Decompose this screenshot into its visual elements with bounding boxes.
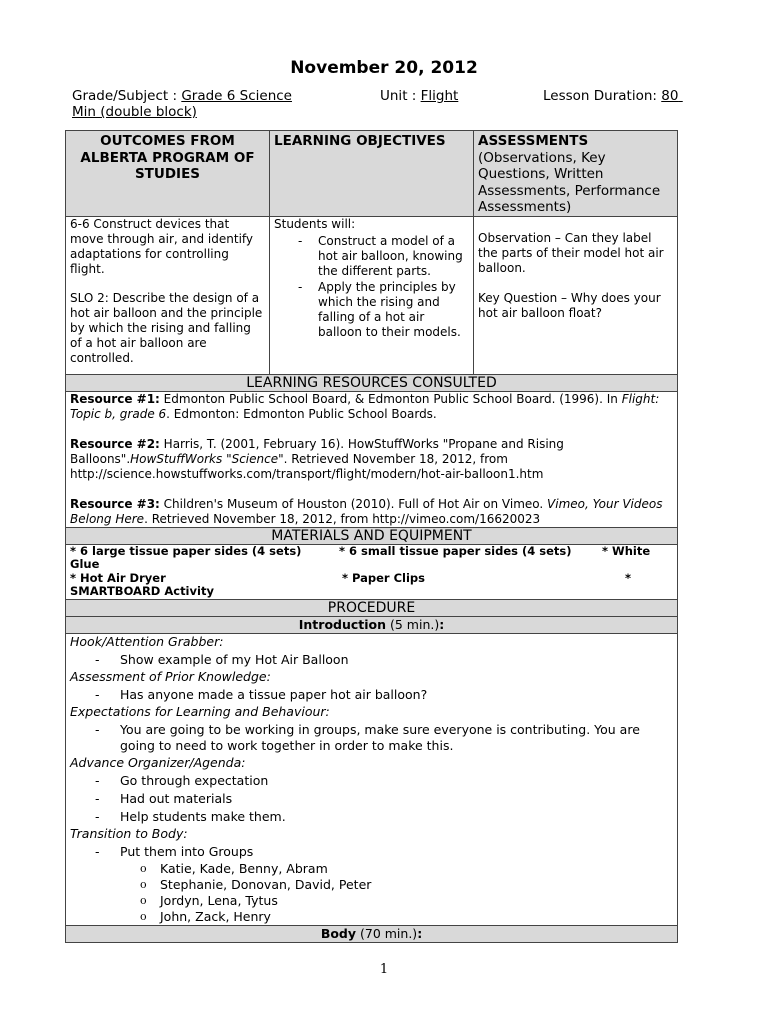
assessments-subtitle: (Observations, Key Questions, Written Assessments, Performance Assessments) (478, 149, 661, 215)
procedure-heading: PROCEDURE (66, 599, 678, 616)
assessments-header (474, 131, 678, 217)
material-1: * 6 large tissue paper sides (4 sets) (70, 543, 302, 558)
resources-heading: LEARNING RESOURCES CONSULTED (66, 374, 678, 391)
duration-value: 80 (661, 88, 679, 104)
outcome-2: SLO 2: Describe the design of a hot air balloon and the principle by which the rising and falling of a hot air balloon are controlled. (70, 290, 263, 365)
unit-value: Flight (420, 88, 459, 104)
agenda-item: - Had out materials (70, 791, 673, 807)
resources-cell (66, 391, 678, 527)
assessments-title: ASSESSMENTS (478, 133, 589, 149)
materials-cell (66, 544, 678, 599)
material-6: * (625, 570, 632, 585)
outcomes-cell (66, 216, 270, 374)
advance-organizer-label: Advance Organizer/Agenda: (70, 754, 246, 770)
resource-2-label: Resource #2: (70, 436, 160, 451)
body-heading: Body (70 min.): (66, 925, 678, 942)
agenda-item: - Go through expectation (70, 773, 673, 789)
objectives-cell (270, 216, 474, 374)
group-item: o John, Zack, Henry (70, 909, 673, 925)
prior-knowledge-item: - Has anyone made a tissue paper hot air balloon? (70, 687, 673, 703)
materials-heading: MATERIALS AND EQUIPMENT (66, 527, 678, 544)
assessment-1: Observation – Can they label the parts of their model hot air balloon. (478, 230, 664, 275)
objectives-header: LEARNING OBJECTIVES (270, 131, 474, 217)
group-item: o Katie, Kade, Benny, Abram (70, 861, 673, 877)
expectations-item: - You are going to be working in groups, make sure everyone is contributing. You are going to need to work together in order to make this. (70, 722, 673, 754)
unit-label: Unit : (380, 88, 421, 104)
material-4: * Hot Air Dryer (70, 570, 166, 585)
resource-3: Resource #3: Children's Museum of Houston (2010). Full of Hot Air on Vimeo. Vimeo, Your Videos Belong Here. Retrieved November 18, 2012, from http://vimeo.com/16620023 (70, 496, 663, 526)
material-6-cont: SMARTBOARD Activity (70, 584, 214, 598)
transition-item: - Put them into Groups (70, 844, 673, 860)
objectives-intro: Students will: (274, 216, 356, 231)
hook-item: - Show example of my Hot Air Balloon (70, 652, 673, 668)
grade-value: Grade 6 Science (181, 88, 292, 104)
resource-3-label: Resource #3: (70, 496, 160, 511)
page-number: 1 (379, 962, 389, 977)
outcomes-header: OUTCOMES FROM ALBERTA PROGRAM OF STUDIES (66, 131, 270, 217)
group-item: o Jordyn, Lena, Tytus (70, 893, 673, 909)
material-2: * 6 small tissue paper sides (4 sets) (339, 543, 572, 558)
assessment-2: Key Question – Why does your hot air balloon float? (478, 290, 661, 320)
group-item: o Stephanie, Donovan, David, Peter (70, 877, 673, 893)
hook-label: Hook/Attention Grabber: (70, 633, 224, 649)
prior-knowledge-label: Assessment of Prior Knowledge: (70, 668, 271, 684)
resource-1: Resource #1: Edmonton Public School Board, & Edmonton Public School Board. (1996). In Flight: Topic b, grade 6. Edmonton: Edmonton Public School Boards. (70, 391, 660, 421)
introduction-cell (66, 633, 678, 925)
resource-1-label: Resource #1: (70, 391, 160, 406)
lesson-meta (72, 88, 692, 120)
objective-1: - Construct a model of a hot air balloon, knowing the different parts. (274, 234, 469, 279)
material-3-cont: Glue (70, 557, 100, 571)
material-3: * White (602, 543, 651, 558)
duration-label: Lesson Duration: (543, 88, 662, 104)
lesson-duration (543, 88, 683, 104)
outcome-1: 6-6 Construct devices that move through air, and identify adaptations for controlling flight. (70, 216, 254, 276)
introduction-heading: Introduction (5 min.): (66, 616, 678, 633)
resource-2: Resource #2: Harris, T. (2001, February 16). HowStuffWorks "Propane and Rising Balloons".HowStuffWorks "Science". Retrieved November 18, 2012, from http://science.howstuffworks.com/transport/flight/modern/hot-air-balloon1.htm (70, 436, 564, 481)
unit (380, 88, 458, 104)
objective-2: - Apply the principles by which the rising and falling of a hot air balloon to their models. (274, 280, 469, 340)
transition-label: Transition to Body: (70, 825, 188, 841)
material-5: * Paper Clips (342, 570, 426, 585)
duration-value-cont: Min (double block) (72, 104, 197, 120)
agenda-item: - Help students make them. (70, 809, 673, 825)
lesson-plan-table (65, 130, 678, 943)
expectations-label: Expectations for Learning and Behaviour: (70, 703, 330, 719)
assessments-cell (474, 216, 678, 374)
page-title: November 20, 2012 (290, 58, 478, 78)
grade-label: Grade/Subject : (72, 88, 182, 104)
